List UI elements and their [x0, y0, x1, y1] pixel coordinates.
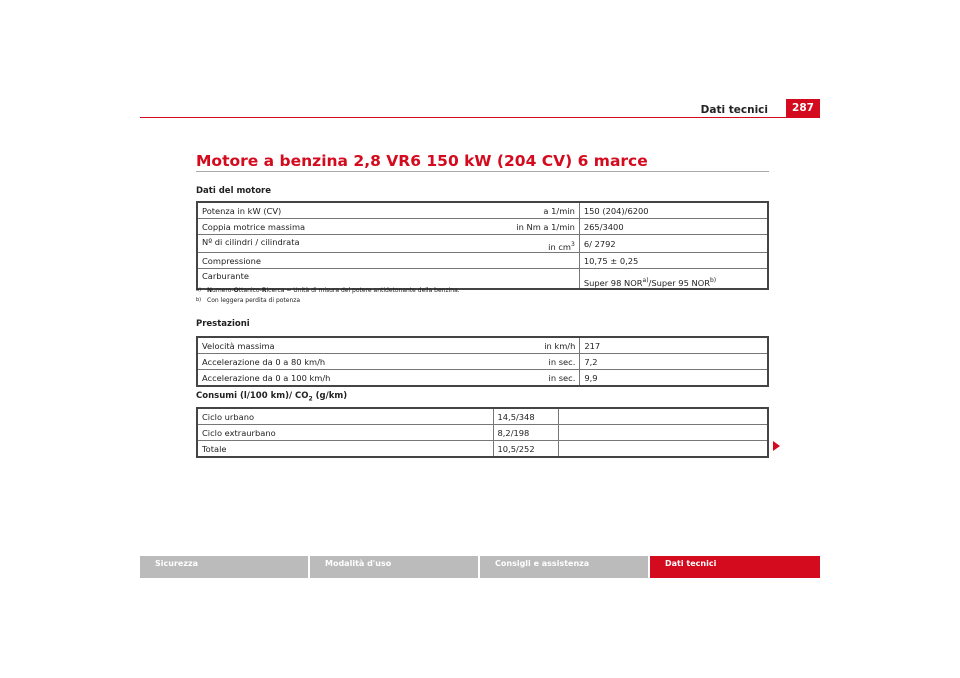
row-label: Velocità massima	[197, 337, 484, 354]
row-unit: in Nm a 1/min	[484, 219, 580, 235]
row-label: Accelerazione da 0 a 80 km/h	[197, 354, 484, 370]
table-row	[197, 441, 768, 458]
footer-tab-modalita-uso[interactable]: Modalità d'uso	[310, 556, 478, 578]
footer-tab-sicurezza[interactable]: Sicurezza	[140, 556, 308, 578]
row-blank	[559, 408, 768, 425]
row-blank	[559, 441, 768, 458]
engine-heading: Dati del motore	[196, 186, 272, 196]
header-divider	[140, 117, 820, 118]
row-value: 10,75 ± 0,25	[579, 253, 768, 269]
row-unit: in sec.	[484, 354, 580, 370]
footer-nav	[140, 556, 820, 578]
row-label: Coppia motrice massima	[197, 219, 484, 235]
row-unit: in sec.	[484, 370, 580, 387]
table-row	[197, 425, 768, 441]
row-value: 14,5/348	[493, 408, 559, 425]
table-row	[197, 370, 768, 387]
row-label: Accelerazione da 0 a 100 km/h	[197, 370, 484, 387]
header-title: Dati tecnici	[700, 104, 768, 116]
table-row	[197, 269, 768, 290]
table-row	[197, 202, 768, 219]
page-number: 287	[786, 99, 820, 118]
section-title: Motore a benzina 2,8 VR6 150 kW (204 CV) 6 marce	[196, 152, 648, 170]
consumption-table	[196, 407, 769, 458]
row-value: 10,5/252	[493, 441, 559, 458]
footer-tab-consigli-assistenza[interactable]: Consigli e assistenza	[480, 556, 648, 578]
row-unit: a 1/min	[484, 202, 580, 219]
row-label: Nº di cilindri / cilindrata	[197, 235, 484, 253]
table-row	[197, 408, 768, 425]
row-value: 265/3400	[579, 219, 768, 235]
row-value: 7,2	[580, 354, 768, 370]
row-value: 217	[580, 337, 768, 354]
table-row	[197, 235, 768, 253]
row-value: 9,9	[580, 370, 768, 387]
footnote-b: b) Con leggera perdita di potenza	[196, 297, 301, 304]
row-label: Compressione	[197, 253, 484, 269]
consumption-heading: Consumi (l/100 km)/ $CO_2$ (g/km)	[196, 391, 348, 403]
row-value: 6/ 2792	[579, 235, 768, 253]
section-divider	[196, 171, 769, 172]
row-value: 150 (204)/6200	[579, 202, 768, 219]
row-label: Ciclo urbano	[197, 408, 493, 425]
row-label: Potenza in kW (CV)	[197, 202, 484, 219]
row-blank	[559, 425, 768, 441]
table-row	[197, 337, 768, 354]
table-row	[197, 253, 768, 269]
footer-tab-dati-tecnici[interactable]: Dati tecnici	[650, 556, 820, 578]
row-label: Totale	[197, 441, 493, 458]
engine-table	[196, 201, 769, 290]
row-unit	[484, 253, 580, 269]
table-row	[197, 219, 768, 235]
row-label: Ciclo extraurbano	[197, 425, 493, 441]
row-unit	[484, 269, 580, 290]
continue-arrow-icon	[773, 441, 780, 451]
row-value: 8,2/198	[493, 425, 559, 441]
row-unit: in km/h	[484, 337, 580, 354]
footnote-a: a) Numero-Ottanico-Ricerca = Unità di misura del potere antidetonante della benzina.	[196, 287, 460, 294]
row-unit: in $cm^3$	[484, 235, 580, 253]
row-value: Super 98 NOR$^{a)}$/Super 95 NOR$^{b)}$	[579, 269, 768, 290]
performance-table	[196, 336, 769, 387]
table-row	[197, 354, 768, 370]
row-label: Carburante	[197, 269, 484, 290]
performance-heading: Prestazioni	[196, 319, 250, 329]
